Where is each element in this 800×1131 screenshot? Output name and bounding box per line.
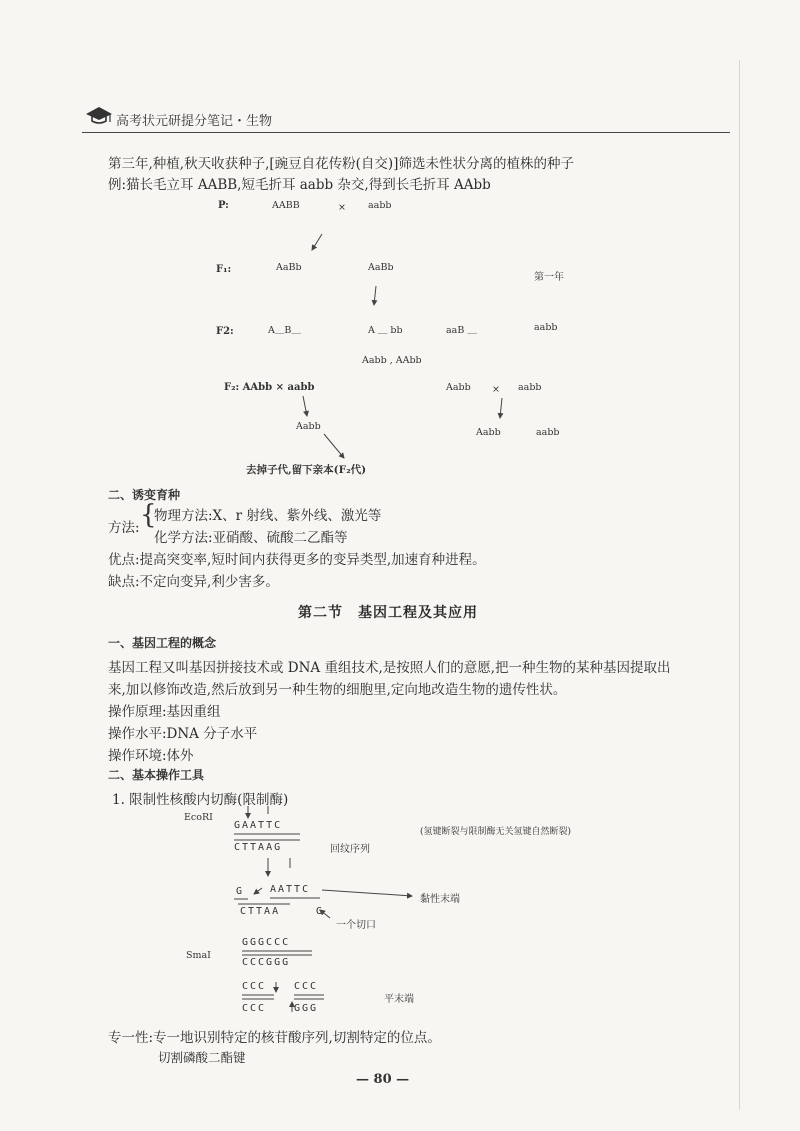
chemical-method: 化学方法:亚硝酸、硫酸二乙酯等 (154, 530, 348, 546)
cut-top-left: G (236, 886, 245, 897)
disadvantage-line: 缺点:不定向变异,利少害多。 (108, 574, 279, 590)
graduation-cap-icon (84, 104, 114, 126)
header-title: 高考状元研提分笔记・生物 (116, 114, 273, 129)
palindrome-label: 回纹序列 (330, 844, 370, 855)
blunt-bottom-left: CCC (242, 1003, 267, 1014)
p-label: P: (218, 200, 229, 211)
blunt-end-label: 平末端 (384, 994, 414, 1005)
one-cut-label: 一个切口 (336, 920, 376, 931)
example-line: 例:猫长毛立耳 AABB,短毛折耳 aabb 杂交,得到长毛折耳 AAbb (108, 177, 491, 193)
cut-bottom-right: G (316, 906, 325, 917)
sticky-end-label: 黏性末端 (420, 894, 460, 905)
smai-bottom-sequence: CCCGGG (242, 957, 291, 968)
page-edge-line (739, 60, 740, 1110)
f2-label: F2: (216, 326, 234, 337)
first-year-note: 第一年 (534, 272, 564, 283)
f2-selected-genotypes: Aabb , AAbb (362, 355, 422, 366)
arrow-to-note (324, 434, 344, 458)
f2-cross-left: F₂: AAbb × aabb (224, 382, 315, 393)
arrow-f1-to-f2 (374, 286, 376, 305)
f2-genotype-d: aabb (534, 322, 558, 333)
blunt-top-right: CCC (294, 981, 319, 992)
f2-cross-right-1: Aabb (446, 382, 471, 393)
concept-paragraph-line-2: 来,加以修饰改造,然后放到另一种生物的细胞里,定向地改造生物的遗传性状。 (108, 682, 567, 698)
f2-genotype-b: A ＿ bb (368, 325, 403, 336)
year3-line: 第三年,种植,秋天收获种子,[豌豆自花传粉(自交)]筛选未性状分离的植株的种子 (108, 156, 574, 172)
blunt-top-left: CCC (242, 981, 267, 992)
f2-cross-right-sign: × (492, 384, 500, 395)
discard-offspring-note: 去掉子代,留下亲本(F₂代) (246, 464, 367, 476)
ecori-top-sequence: GAATTC (234, 820, 283, 831)
operation-level: 操作水平:DNA 分子水平 (108, 726, 258, 742)
specificity-line: 专一性:专一地识别特定的核苷酸序列,切割特定的位点。 (108, 1030, 441, 1046)
p-right-genotype: aabb (368, 200, 392, 211)
blunt-bottom-right: GGG (294, 1003, 319, 1014)
cut-phosphodiester-line: 切割磷酸二酯键 (158, 1050, 246, 1065)
p-left-genotype: AABB (272, 200, 300, 211)
physical-method: 物理方法:X、r 射线、紫外线、激光等 (154, 508, 382, 524)
smai-label: SmaI (186, 950, 211, 961)
operation-principle: 操作原理:基因重组 (108, 704, 221, 720)
cut-top-right: AATTC (270, 884, 311, 895)
f1-label: F₁: (216, 264, 232, 275)
ecori-bottom-sequence: CTTAAG (234, 842, 283, 853)
result-right-genotype-2: aabb (536, 427, 560, 438)
method-brace: { (140, 500, 157, 530)
arrow-right-cross-down (500, 398, 502, 418)
f2-cross-right-2: aabb (518, 382, 542, 393)
method-label: 方法: (108, 520, 140, 536)
hydrogen-bond-note: (氢键断裂与限制酶无关氢键自然断裂) (420, 827, 572, 837)
concept-paragraph-line-1: 基因工程又叫基因拼接技术或 DNA 重组技术,是按照人们的意愿,把一种生物的某种基因提取出 (108, 660, 671, 676)
header-rule (82, 132, 730, 133)
arrow-sticky-end (322, 890, 412, 896)
mutation-heading: 二、诱变育种 (108, 488, 181, 502)
cut-bottom-left: CTTAA (240, 906, 281, 917)
ecori-label: EcoRI (184, 812, 213, 823)
smai-top-sequence: GGGCCC (242, 937, 291, 948)
f2-genotype-c: aaB ＿ (446, 325, 477, 336)
tools-heading: 二、基本操作工具 (108, 768, 205, 782)
f2-genotype-a: A＿B＿ (268, 325, 301, 336)
section-title: 第二节 基因工程及其应用 (298, 605, 478, 621)
tool-item-1: 1. 限制性核酸内切酶(限制酶) (112, 792, 289, 808)
advantage-line: 优点:提高突变率,短时间内获得更多的变异类型,加速育种进程。 (108, 552, 486, 568)
operation-environment: 操作环境:体外 (108, 748, 194, 764)
result-right-genotype-1: Aabb (476, 427, 501, 438)
result-left-genotype: Aabb (296, 421, 321, 432)
page-number: — 80 — (356, 1072, 410, 1087)
p-cross-sign: × (338, 202, 346, 213)
f1-right-genotype: AaBb (368, 262, 394, 273)
arrow-cut-top-left (254, 888, 262, 894)
arrow-left-cross-down (303, 396, 307, 416)
concept-heading: 一、基因工程的概念 (108, 636, 217, 650)
arrow-p-to-f1 (312, 234, 322, 250)
f1-left-genotype: AaBb (276, 262, 302, 273)
